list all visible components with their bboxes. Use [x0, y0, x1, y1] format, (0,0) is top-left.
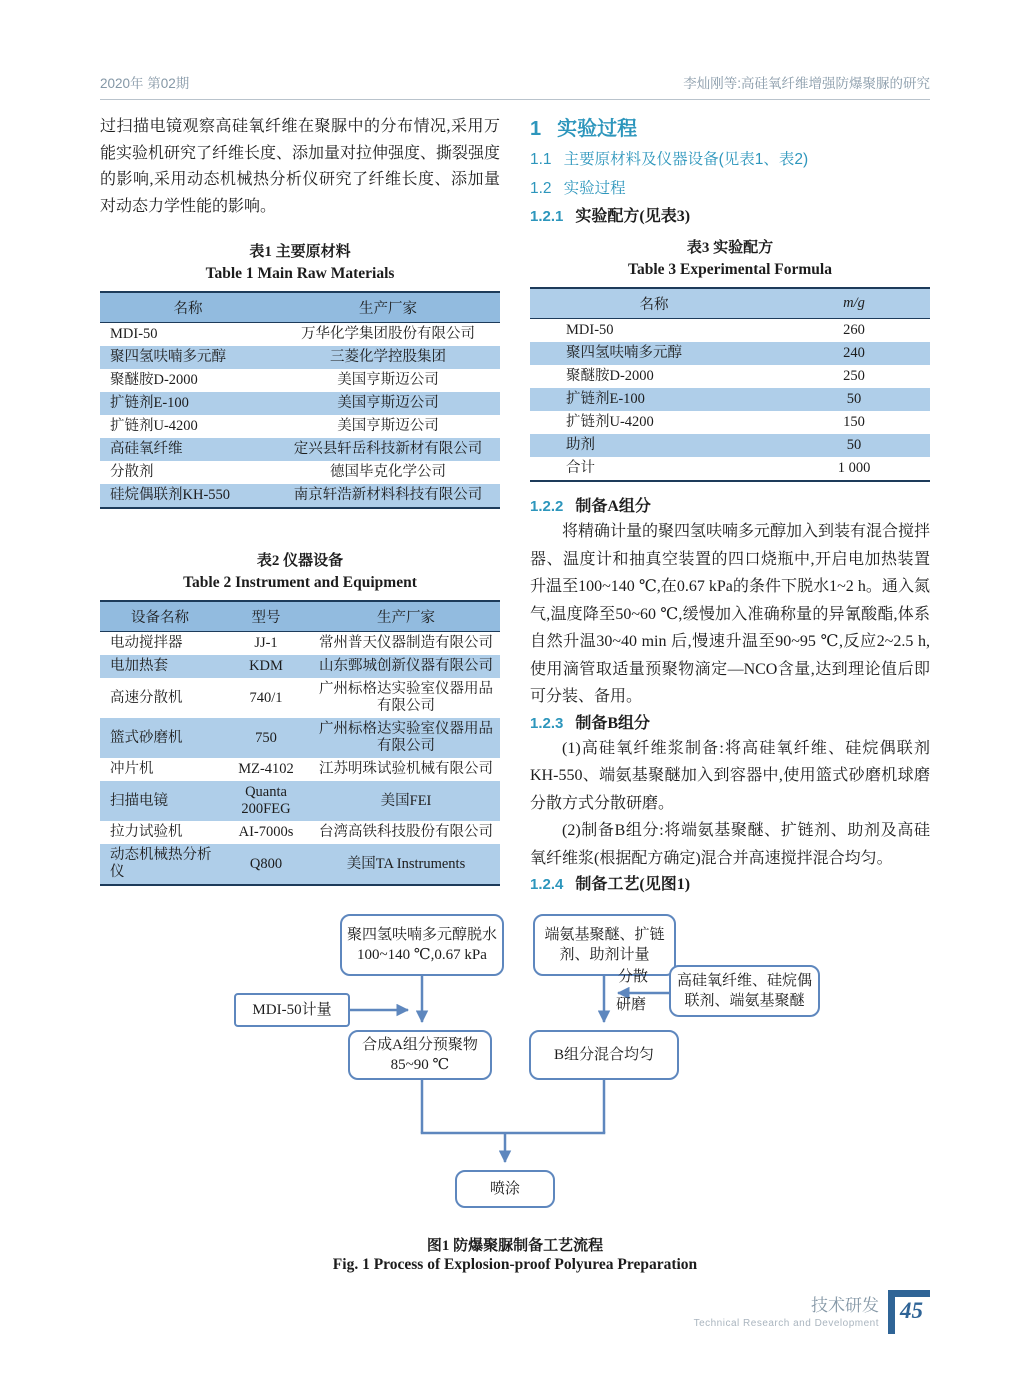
table2-header-row — [100, 601, 500, 632]
cell-maker: 广州标格达实验室仪器用品有限公司 — [319, 681, 493, 714]
table-row — [100, 346, 500, 369]
cell-name: 聚醚胺D-2000 — [110, 372, 198, 388]
cell-mass: 260 — [843, 322, 865, 338]
flow-box-component-a: 合成A组分预聚物 85~90 ℃ — [348, 1030, 492, 1080]
table2-header-maker: 生产厂家 — [312, 601, 500, 632]
table2-header-device: 设备名称 — [100, 601, 220, 632]
section-title: 实验过程 — [557, 118, 638, 140]
table-row — [100, 758, 500, 781]
table3-header-mass: m/g — [778, 288, 930, 319]
table-row — [100, 821, 500, 844]
cell-name: 硅烷偶联剂KH-550 — [110, 487, 231, 503]
cell-name: 分散剂 — [110, 464, 154, 480]
cell-name: 扩链剂U-4200 — [110, 418, 198, 434]
flow-box-spray: 喷涂 — [455, 1170, 555, 1208]
table-row — [530, 365, 930, 388]
section-title: 制备工艺(见图1) — [575, 876, 691, 893]
cell-name: 扩链剂U-4200 — [566, 414, 654, 430]
footer-section-labels — [694, 1296, 879, 1332]
page-footer — [694, 1290, 930, 1334]
cell-name: MDI-50 — [110, 326, 158, 342]
cell-device: 电加热套 — [110, 658, 168, 674]
section-number: 1.1 — [530, 151, 552, 168]
cell-name: 聚四氢呋喃多元醇 — [566, 345, 682, 361]
section-heading-1-2-3 — [530, 713, 930, 735]
cell-device: 高速分散机 — [110, 689, 183, 706]
cell-maker: 万华化学集团股份有限公司 — [301, 326, 475, 342]
table2-caption-zh: 表2 仪器设备 — [256, 553, 344, 569]
section-number: 1.2.2 — [530, 498, 564, 515]
table3-header-name: 名称 — [530, 288, 778, 319]
section-number: 1.2.3 — [530, 714, 564, 732]
table-row — [100, 323, 500, 347]
paragraph-1-2-2: 将精确计量的聚四氢呋喃多元醇加入到装有混合搅拌器、温度计和抽真空装置的四口烧瓶中,开启电加热装置升温至100~140 ℃,在0.67 kPa的条件下脱水1~2 h。通入氮气,温度降至50~60 ℃,缓慢加入准确称量的异氰酸酯,体系自然升温30~40 min 后,慢速升温至90~95 ℃,反应2~2.5 h,使用滴管取适量预聚物滴定—NCO含量,达到理论值后即可分装、备用。 — [530, 523, 931, 705]
cell-device: 电动搅拌器 — [110, 635, 183, 651]
table1-header-maker: 生产厂家 — [276, 292, 500, 323]
table-row — [100, 484, 500, 508]
flow-box-amine-metering: 端氨基聚醚、扩链 剂、助剂计量 — [533, 914, 676, 976]
cell-mass: 50 — [846, 437, 862, 453]
cell-maker: 常州普天仪器制造有限公司 — [319, 635, 493, 651]
table2-instrument-equipment — [100, 600, 500, 886]
table-row — [100, 781, 500, 821]
footer-section-en: Technical Research and Development — [693, 1318, 879, 1329]
cell-name: 聚醚胺D-2000 — [566, 368, 654, 384]
cell-device: 篮式砂磨机 — [110, 729, 183, 746]
intro-paragraph: 过扫描电镜观察高硅氧纤维在聚脲中的分布情况,采用万能实验机研究了纤维长度、添加量对拉伸强度、撕裂强度的影响,采用动态机械热分析仪研究了纤维长度、添加量对动态力学性能的影响。 — [100, 118, 501, 215]
cell-maker: 美国亨斯迈公司 — [337, 418, 439, 434]
flow-box-component-b: B组分混合均匀 — [529, 1030, 679, 1080]
table-row — [530, 319, 930, 343]
section-heading-1 — [530, 116, 930, 142]
cell-maker: 山东鄄城创新仪器有限公司 — [319, 658, 493, 674]
table-row — [530, 342, 930, 365]
cell-maker: 美国亨斯迈公司 — [337, 372, 439, 388]
cell-model: KDM — [249, 658, 283, 674]
cell-mass: 50 — [846, 391, 862, 407]
cell-model: AI-7000s — [238, 824, 294, 840]
section-heading-1-2 — [530, 178, 930, 200]
running-title: 李灿刚等:高硅氧纤维增强防爆聚脲的研究 — [683, 76, 930, 91]
cell-maker: 美国FEI — [380, 792, 432, 809]
table-row — [100, 632, 500, 656]
figure-flowchart — [100, 905, 930, 1217]
cell-mass: 1 000 — [837, 460, 871, 476]
table2-header-model: 型号 — [220, 601, 312, 632]
table3-experimental-formula — [530, 287, 930, 482]
table-row — [100, 392, 500, 415]
figure-caption-zh: 图1 防爆聚脲制备工艺流程 — [426, 1238, 604, 1254]
section-title: 实验配方(见表3) — [575, 208, 691, 225]
table-row — [100, 415, 500, 438]
section-number: 1.2.4 — [530, 876, 564, 893]
paragraph-1-2-3a: (1)高硅氧纤维浆制备:将高硅氧纤维、硅烷偶联剂KH-550、端氨基聚醚加入到容器中,使用篮式砂磨机球磨分散方式分散研磨。 — [530, 739, 930, 812]
table2-caption-en: Table 2 Instrument and Equipment — [183, 574, 417, 591]
cell-mass: 150 — [843, 414, 865, 430]
section-title: 主要原材料及仪器设备(见表1、表2) — [563, 151, 809, 168]
section-title: 制备A组分 — [575, 498, 651, 515]
table-row — [100, 438, 500, 461]
cell-name: MDI-50 — [566, 322, 614, 338]
page-number-bracket — [888, 1290, 930, 1334]
paragraph-1-2-3b: (2)制备B组分:将端氨基聚醚、扩链剂、助剂及高硅氧纤维浆(根据配方确定)混合并高速搅拌混合均匀。 — [530, 822, 930, 867]
table3-header-row — [530, 288, 930, 319]
cell-device: 动态机械热分析仪 — [110, 847, 212, 880]
page-header — [100, 72, 930, 100]
footer-section-zh: 技术研发 — [811, 1296, 879, 1315]
section-number: 1.2.1 — [530, 208, 564, 225]
section-heading-1-2-2 — [530, 496, 930, 518]
cell-model: Q800 — [249, 855, 283, 872]
cell-maker: 德国毕克化学公司 — [330, 464, 446, 480]
table1-caption-en: Table 1 Main Raw Materials — [205, 265, 395, 282]
table3-caption-en: Table 3 Experimental Formula — [628, 261, 832, 278]
cell-maker: 美国亨斯迈公司 — [337, 395, 439, 411]
cell-maker: 江苏明珠试验机械有限公司 — [319, 761, 493, 777]
cell-maker: 广州标格达实验室仪器用品有限公司 — [319, 721, 493, 754]
cell-model: MZ-4102 — [238, 761, 294, 777]
cell-name: 助剂 — [566, 437, 595, 453]
cell-device: 拉力试验机 — [110, 824, 183, 840]
section-title: 制备B组分 — [575, 714, 651, 732]
cell-model: Quanta 200FEG — [241, 784, 291, 817]
section-heading-1-2-4 — [530, 874, 930, 896]
table1-main-raw-materials — [100, 291, 500, 509]
table-row — [100, 718, 500, 758]
left-column — [100, 108, 500, 896]
flow-label-disperse: 分散 — [618, 969, 649, 985]
table-row — [530, 411, 930, 434]
table3-caption-zh: 表3 实验配方 — [686, 240, 774, 256]
cell-model: 750 — [255, 729, 277, 746]
cell-maker: 定兴县轩岳科技新材有限公司 — [293, 441, 483, 457]
cell-device: 冲片机 — [110, 761, 154, 777]
table-row — [530, 388, 930, 411]
cell-model: JJ-1 — [254, 635, 278, 651]
cell-mass: 250 — [843, 368, 865, 384]
table1-header-name: 名称 — [100, 292, 276, 323]
table1-caption-zh: 表1 主要原材料 — [249, 244, 351, 260]
cell-maker: 三菱化学控股集团 — [330, 349, 446, 365]
section-number: 1.2 — [530, 180, 552, 197]
section-number: 1 — [530, 118, 542, 140]
right-column — [530, 108, 930, 896]
journal-issue: 2020年 第02期 — [100, 76, 190, 91]
flow-box-mdi-metering: MDI-50计量 — [234, 993, 350, 1027]
cell-model: 740/1 — [249, 689, 283, 706]
table1-header-row — [100, 292, 500, 323]
section-heading-1-2-1 — [530, 206, 930, 228]
table-row — [100, 655, 500, 678]
content-columns — [100, 108, 930, 896]
cell-name: 扩链剂E-100 — [110, 395, 189, 411]
cell-name: 合计 — [566, 460, 595, 476]
cell-maker: 南京轩浩新材料科技有限公司 — [293, 487, 483, 503]
table-row — [530, 457, 930, 481]
cell-device: 扫描电镜 — [110, 792, 168, 809]
table-row — [100, 678, 500, 718]
cell-mass: 240 — [843, 345, 865, 361]
figure-caption-en: Fig. 1 Process of Explosion-proof Polyurea Preparation — [332, 1256, 698, 1273]
cell-maker: 美国TA Instruments — [346, 855, 466, 872]
page-number: 45 — [900, 1298, 923, 1323]
cell-maker: 台湾高铁科技股份有限公司 — [319, 824, 493, 840]
cell-name: 扩链剂E-100 — [566, 391, 645, 407]
section-heading-1-1 — [530, 149, 930, 171]
table-row — [100, 461, 500, 484]
cell-name: 聚四氢呋喃多元醇 — [110, 349, 226, 365]
table-row — [100, 844, 500, 885]
section-title: 实验过程 — [563, 180, 626, 197]
table-row — [530, 434, 930, 457]
flow-box-polyol-dehydration: 聚四氢呋喃多元醇脱水 100~140 ℃,0.67 kPa — [340, 914, 504, 976]
cell-name: 高硅氧纤维 — [110, 441, 183, 457]
flow-box-fiber-mix: 高硅氧纤维、硅烷偶 联剂、端氨基聚醚 — [669, 965, 820, 1017]
flow-label-grind: 研磨 — [616, 997, 647, 1013]
table-row — [100, 369, 500, 392]
